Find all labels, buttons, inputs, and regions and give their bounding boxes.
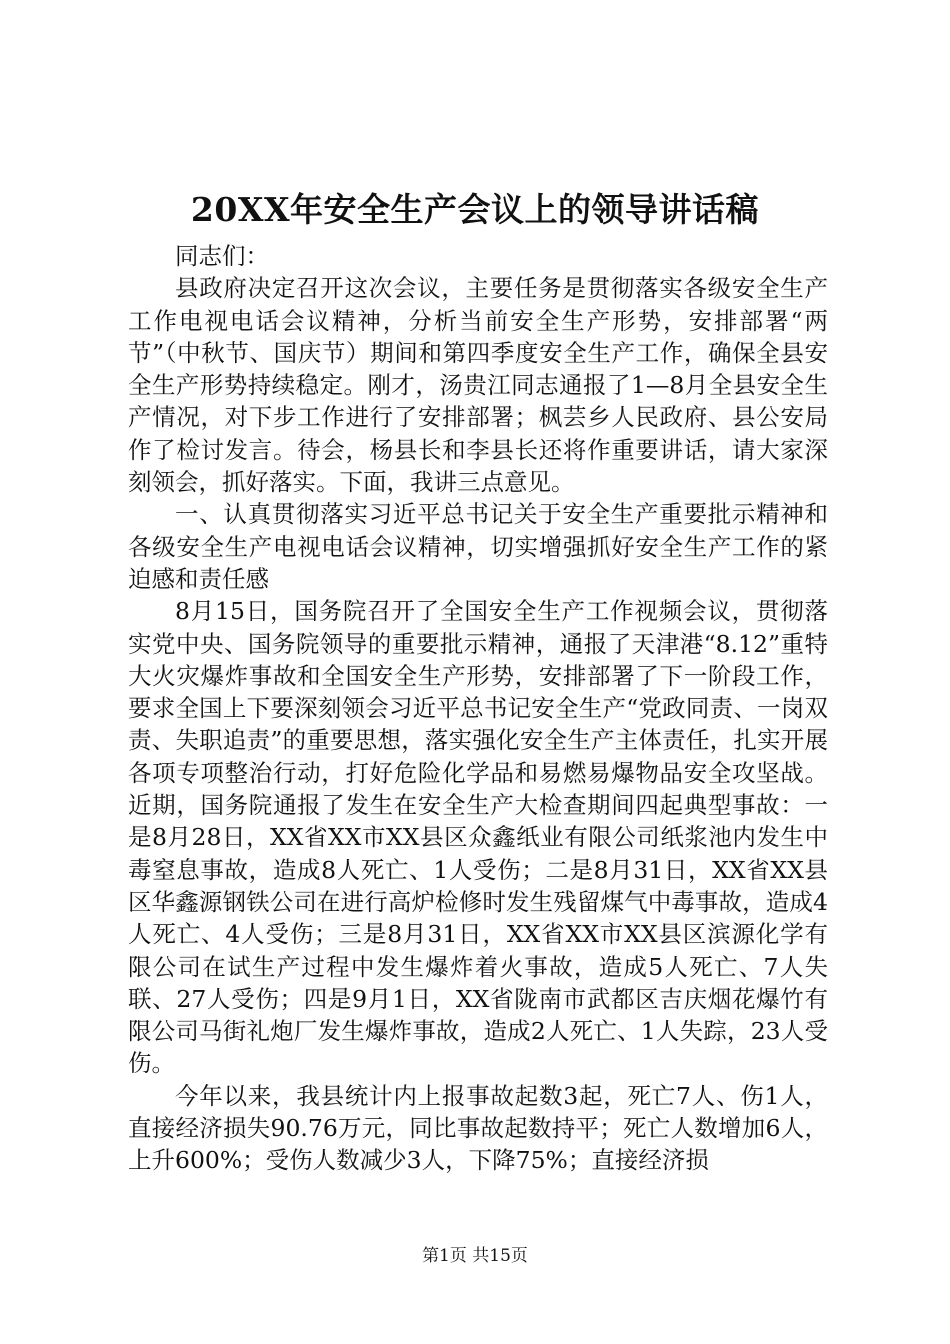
section-heading-1: 一、认真贯彻落实习近平总书记关于安全生产重要批示精神和各级安全生产电视电话会议精神，切实增强抓好安全生产工作的紧迫感和责任感 — [128, 500, 828, 593]
page-number-footer: 第1页 共15页 — [422, 1246, 528, 1266]
paragraph-intro: 县政府决定召开这次会议，主要任务是贯彻落实各级安全生产工作电视电话会议精神，分析当前安全生产形势，安排部署“两节”（中秋节、国庆节）期间和第四季度安全生产工作，确保全县安全生产形势持续稳定。刚才，汤贵江同志通报了1—8月全县安全生产情况，对下步工作进行了安排部署；枫芸乡人民政府、县公安局作了检讨发言。待会，杨县长和李县长还将作重要讲话，请大家深刻领会，抓好落实。下面，我讲三点意见。 — [128, 274, 828, 497]
paragraph-county-statistics: 今年以来，我县统计内上报事故起数3起，死亡7人、伤1人，直接经济损失90.76万元，同比事故起数持平；死亡人数增加6人，上升600%；受伤人数减少3人，下降75%；直接经济损 — [128, 1081, 828, 1175]
document-body — [128, 240, 828, 1177]
paragraph-national-meeting: 8月15日，国务院召开了全国安全生产工作视频会议，贯彻落实党中央、国务院领导的重要批示精神，通报了天津港“8.12”重特大火灾爆炸事故和全国安全生产形势，安排部署了下一阶段工作，要求全国上下要深刻领会习近平总书记安全生产“党政同责、一岗双责、失职追责”的重要思想，落实强化安全生产主体责任，扎实开展各项专项整治行动，打好危险化学品和易燃易爆物品安全攻坚战。近期，国务院通报了发生在安全生产大检查期间四起典型事故：一是8月28日，XX省XX市XX县区众鑫纸业有限公司纸浆池内发生中毒窒息事故，造成8人死亡、1人受伤；二是8月31日，XX省XX县区华鑫源钢铁公司在进行高炉检修时发生残留煤气中毒事故，造成4人死亡、4人受伤；三是8月31日，XX省XX市XX县区滨源化学有限公司在试生产过程中发生爆炸着火事故，造成5人死亡、7人失联、27人受伤；四是9月1日，XX省陇南市武都区吉庆烟花爆竹有限公司马街礼炮厂发生爆炸事故，造成2人死亡、1人失踪，23人受伤。 — [128, 597, 828, 1078]
document-title: 20XX年安全生产会议上的领导讲话稿 — [190, 190, 760, 229]
salutation: 同志们： — [175, 242, 269, 270]
